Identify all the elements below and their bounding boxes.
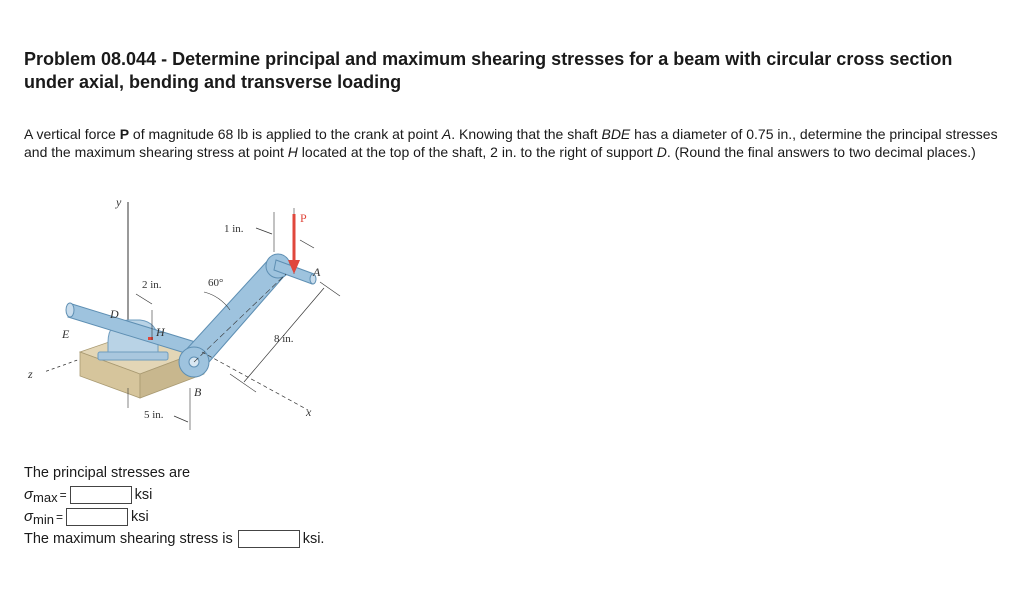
sigma-max-unit: ksi: [134, 487, 153, 503]
dim-2in-arrow: [136, 294, 152, 304]
sigma-min-equals: =: [56, 510, 64, 524]
x-axis-line: [202, 352, 308, 410]
problem-text-7: has a diameter of 0.75 in., determine the principal stresses and the maximum shearing stress at point: [24, 126, 998, 160]
point-E-label: E: [62, 327, 70, 341]
sigma-min-row: [24, 506, 324, 528]
support-D-symbol: D: [656, 144, 667, 160]
point-A-label: A: [313, 265, 321, 279]
crank-shaft-figure: [24, 192, 364, 442]
dim-1in-label: 1 in.: [224, 223, 244, 235]
dim-2in-label: 2 in.: [142, 279, 162, 291]
problem-text-5: . Knowing that the shaft: [451, 126, 602, 142]
answer-section: [24, 462, 324, 550]
problem-statement: [24, 125, 1004, 161]
sigma-min-subscript: min: [33, 512, 54, 527]
dim-8in-ext-bottom: [230, 374, 256, 392]
sigma-min-input[interactable]: [66, 508, 128, 526]
max-shear-input[interactable]: [238, 530, 300, 548]
sigma-max-symbol: σ: [24, 486, 34, 503]
dim-5in-label: 5 in.: [144, 409, 164, 421]
problem-title: Problem 08.044 - Determine principal and maximum shearing stresses for a beam with circular cross section under axial, bending and transverse loading: [24, 49, 953, 92]
point-H-symbol: H: [287, 144, 298, 160]
problem-text-11: . (Round the final answers to two decimal places.): [666, 144, 976, 160]
sigma-min-symbol: σ: [24, 508, 34, 525]
sigma-max-row: [24, 484, 324, 506]
dim-1in-leader: [256, 228, 272, 234]
sigma-min-unit: ksi: [131, 509, 149, 525]
point-A-symbol: A: [441, 126, 452, 142]
sigma-max-input[interactable]: [70, 486, 132, 504]
point-H-label: H: [156, 325, 165, 339]
crank-shaft-diagram: [24, 192, 364, 442]
point-B-label: B: [194, 385, 202, 399]
shaft-BDE-symbol: BDE: [601, 126, 631, 142]
force-symbol-P: P: [119, 126, 130, 142]
bearing-foot: [98, 352, 168, 360]
sigma-max-equals: =: [59, 488, 67, 502]
x-axis-label: x: [306, 405, 312, 419]
shaft-end-E: [66, 303, 74, 317]
force-P-label: P: [300, 211, 307, 225]
sigma-max-subscript: max: [33, 490, 58, 505]
max-shear-unit: ksi.: [302, 531, 325, 547]
angle-60-label: 60°: [208, 277, 224, 289]
z-axis-label: z: [28, 367, 33, 381]
y-axis-label: y: [116, 195, 122, 209]
dim-1in-arrow-right: [300, 240, 314, 248]
dim-8in-label: 8 in.: [274, 333, 294, 345]
max-shear-label: The maximum shearing stress is: [24, 531, 233, 547]
problem-text-3: of magnitude 68 lb is applied to the crank at point: [129, 126, 442, 142]
problem-text-1: A vertical force: [24, 126, 120, 142]
point-D-label: D: [110, 307, 119, 321]
principal-stresses-intro: The principal stresses are: [24, 465, 191, 481]
max-shear-row: [24, 528, 324, 550]
principal-stresses-intro-row: [24, 462, 324, 484]
problem-text-9: located at the top of the shaft, 2 in. to the right of support: [297, 144, 657, 160]
dim-5in-arrow: [174, 416, 188, 422]
